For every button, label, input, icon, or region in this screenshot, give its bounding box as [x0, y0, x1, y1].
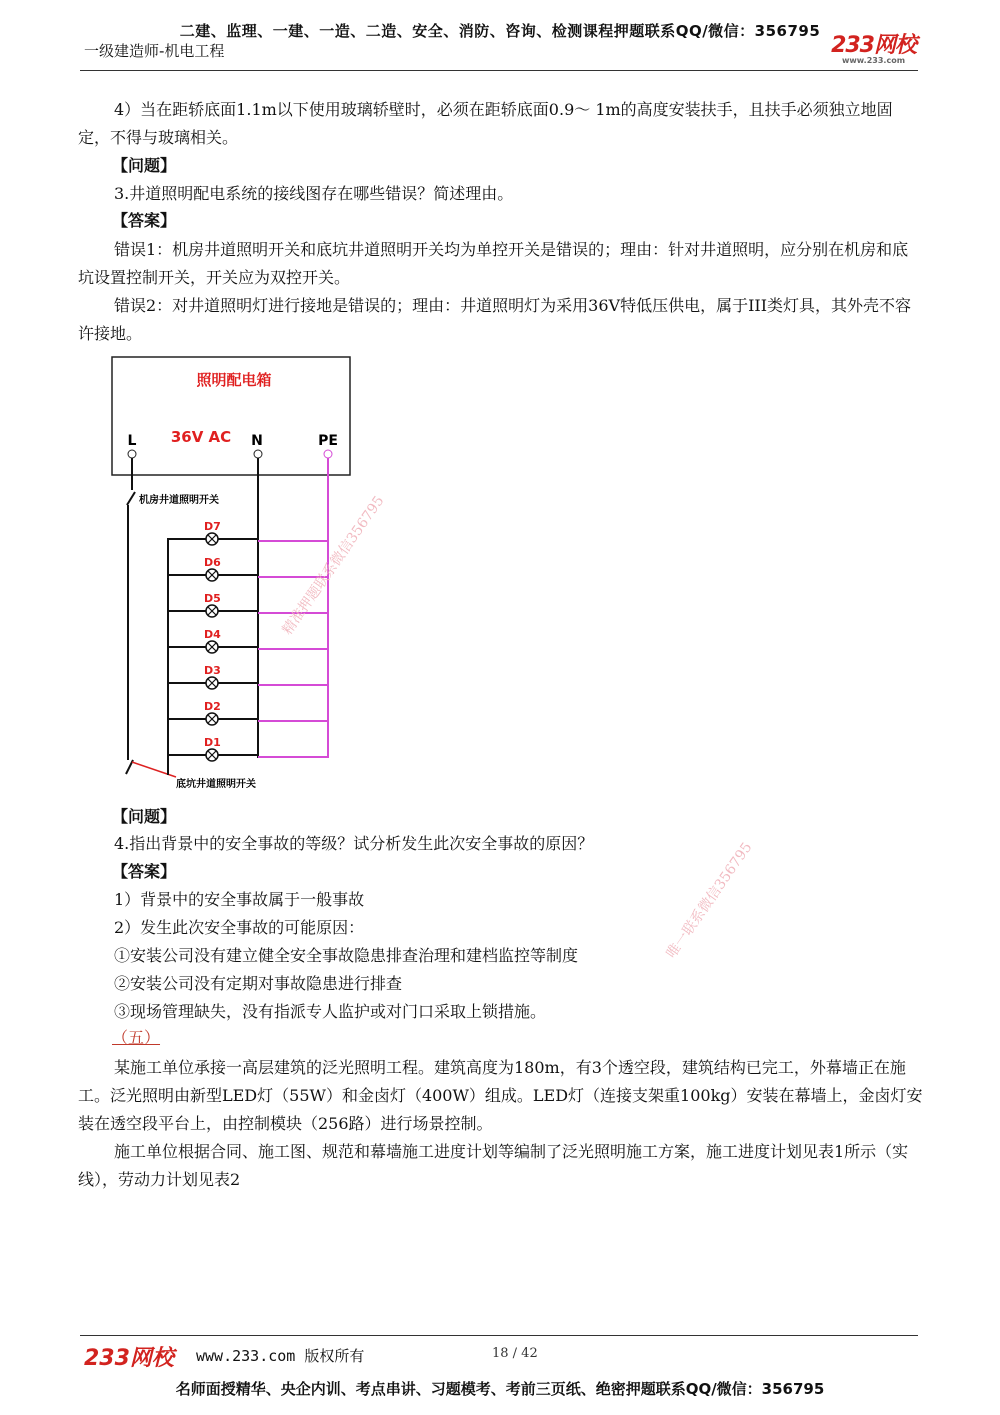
switch-bottom-link: [132, 762, 176, 777]
paragraph-floodlight: 某施工单位承接一高层建筑的泛光照明工程。建筑高度为180m，有3个透空段，建筑结构已完工，外幕墙正在施工。泛光照明由新型LED灯（55W）和金卤灯（400W）组成。LED灯（连接支架重100kg）安装在幕墙上，金卤灯安装在透空段平台上，由控制模块（256路）进行场景控制。: [78, 1058, 923, 1133]
watermark-1: 精准押题联系微信356795: [279, 493, 388, 638]
switch-top-icon: [127, 492, 135, 505]
header-promo-line: 二建、监理、一建、一造、二造、安全、消防、咨询、检测课程押题联系QQ/微信：356795: [179, 22, 821, 40]
question-label-2: 【问题】: [112, 807, 177, 826]
header-divider: [80, 70, 918, 71]
box-title: 照明配电箱: [196, 371, 272, 389]
terminal-l-label: L: [127, 433, 137, 449]
footer-promo-line: 名师面授精华、央企内训、考点串讲、习题模考、考前三页纸、绝密押题联系QQ/微信：356795: [175, 1380, 825, 1398]
answer-4-line-2: 2）发生此次安全事故的可能原因：: [114, 918, 365, 937]
section-5-heading: （五）: [112, 1028, 161, 1047]
terminal-n-label: N: [251, 433, 263, 449]
header-logo: [831, 28, 916, 65]
question-4: 4.指出背景中的安全事故的等级？试分析发生此次安全事故的原因？: [114, 834, 594, 853]
question-label-1: 【问题】: [112, 156, 177, 175]
switch-top-label: 机房井道照明开关: [139, 495, 219, 506]
header-subtitle: 一级建造师-机电工程: [84, 42, 225, 60]
lamp-label-d7: D7: [204, 520, 221, 533]
voltage-label: 36V AC: [170, 428, 232, 446]
question-3: 3.井道照明配电系统的接线图存在哪些错误？简述理由。: [114, 184, 514, 203]
lamp-label-d3: D3: [204, 664, 221, 677]
paragraph-handrail: 4）当在距轿底面1.1m以下使用玻璃轿壁时，必须在距轿底面0.9～ 1m的高度安装扶手，且扶手必须独立地固定，不得与玻璃相关。: [78, 100, 893, 147]
answer-4-line-3: ①安装公司没有建立健全安全事故隐患排查治理和建档监控等制度: [114, 946, 579, 965]
terminal-l: [128, 450, 136, 458]
error-2: 错误2：对井道照明灯进行接地是错误的；理由：井道照明灯为采用36V特低压供电，属于III类灯具，其外壳不容许接地。: [78, 296, 912, 343]
answer-4-line-1: 1）背景中的安全事故属于一般事故: [114, 890, 365, 909]
lamp-label-d1: D1: [204, 736, 221, 749]
footer-divider: [80, 1335, 918, 1336]
lamp-label-d5: D5: [204, 592, 221, 605]
lamp-label-d6: D6: [204, 556, 221, 569]
terminal-pe: [324, 450, 332, 458]
answer-4-line-4: ②安装公司没有定期对事故隐患进行排查: [114, 974, 403, 993]
terminal-n: [254, 450, 262, 458]
switch-bottom-label: 底坑井道照明开关: [176, 779, 256, 790]
answer-4-line-5: ③现场管理缺失，没有指派专人监护或对门口采取上锁措施。: [114, 1002, 547, 1021]
header-logo-text: 233网校: [831, 33, 916, 58]
answer-label-1: 【答案】: [112, 211, 177, 230]
footer-site: www.233.com 版权所有: [196, 1347, 365, 1365]
switch-bottom-icon: [126, 760, 133, 774]
answer-label-2: 【答案】: [112, 862, 177, 881]
lamp-label-d4: D4: [204, 628, 221, 641]
watermark-2: 唯一联系微信356795: [663, 839, 756, 962]
lamp-label-d2: D2: [204, 700, 221, 713]
lamp-rows: [168, 520, 328, 761]
page-number: 18 / 42: [492, 1346, 538, 1361]
footer-logo: 233网校: [84, 1346, 174, 1371]
header-logo-url: www.233.com: [842, 56, 906, 65]
terminal-pe-label: PE: [318, 433, 338, 449]
paragraph-plan: 施工单位根据合同、施工图、规范和幕墙施工进度计划等编制了泛光照明施工方案，施工进度计划见表1所示（实线），劳动力计划见表2: [78, 1142, 909, 1189]
error-1: 错误1：机房井道照明开关和底坑井道照明开关均为单控开关是错误的；理由：针对井道照明，应分别在机房和底坑设置控制开关，开关应为双控开关。: [78, 240, 909, 287]
